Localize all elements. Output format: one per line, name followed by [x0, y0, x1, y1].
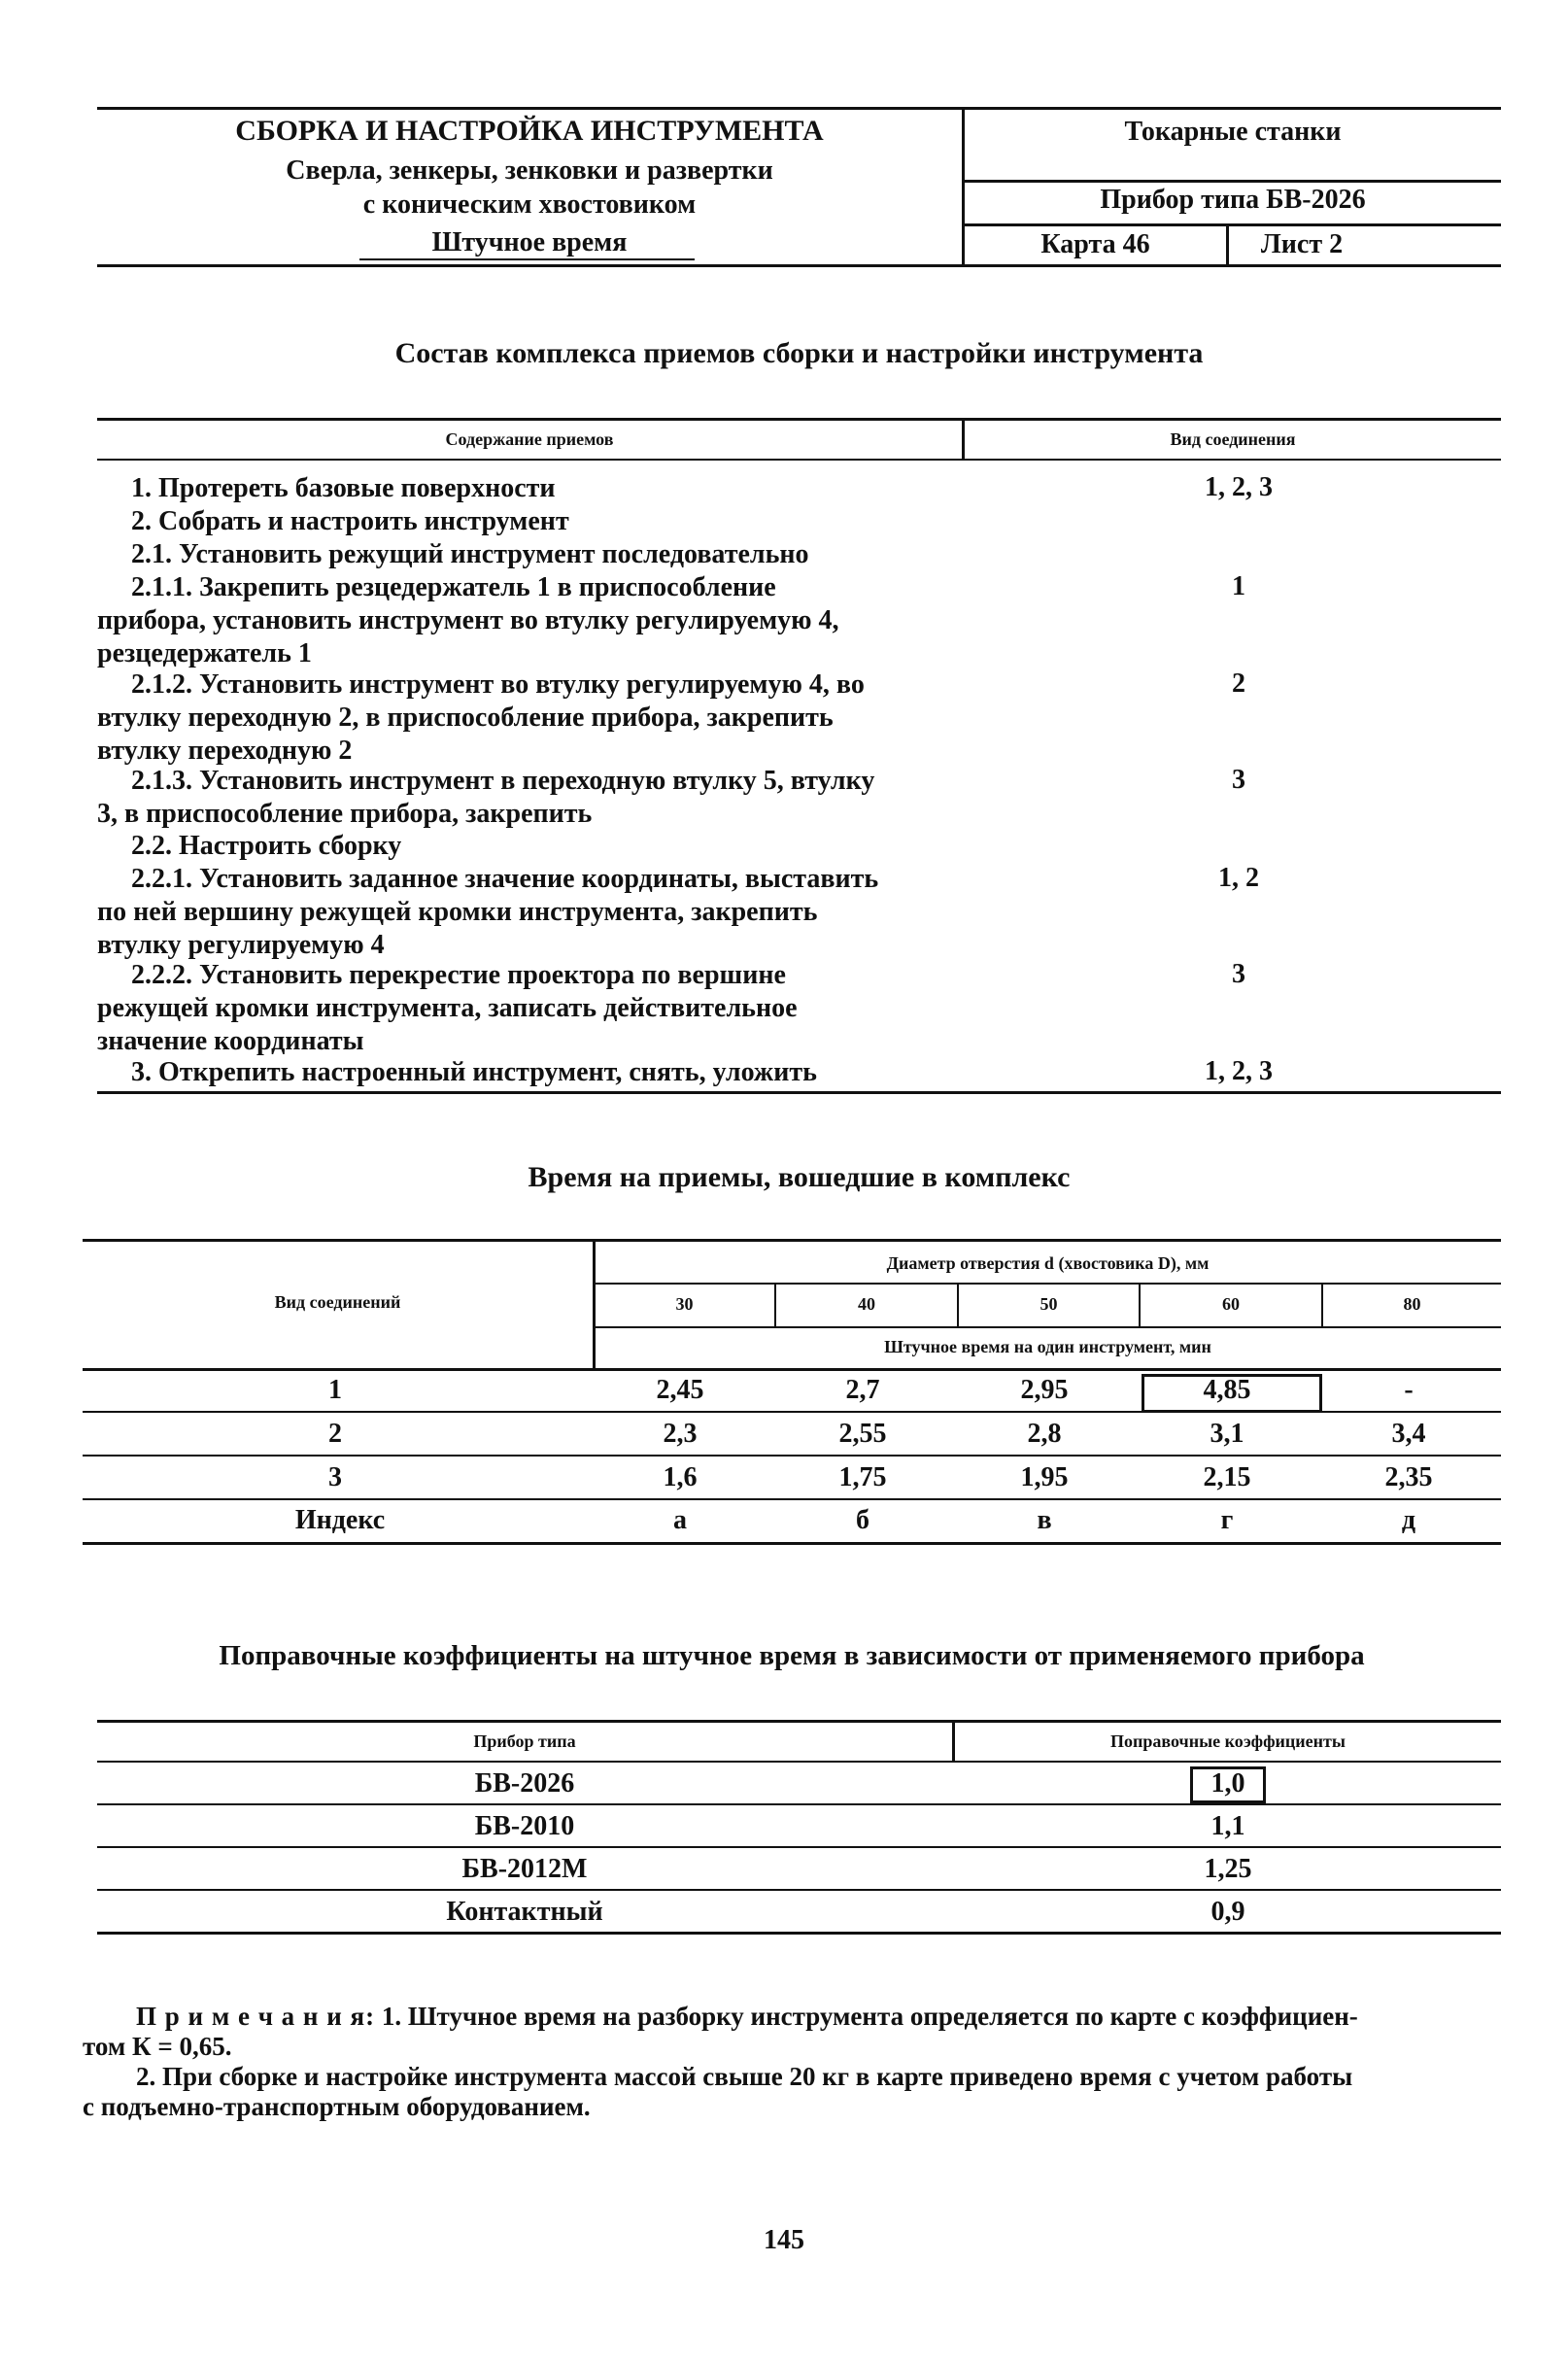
col-device-header: Прибор типа [473, 1731, 576, 1751]
step-2-1-3-value: 3 [1232, 765, 1245, 795]
notes-block [83, 2002, 1501, 2122]
row-2-d60: 3,1 [1210, 1419, 1244, 1449]
note-1-cont: том К = 0,65. [83, 2032, 232, 2061]
step-2: 2. Собрать и настроить инструмент [131, 506, 569, 536]
section-times-title: Время на приемы, вошедшие в комплекс [528, 1161, 1071, 1193]
note-2: 2. При сборке и настройке инструмента массой свыше 20 кг в карте приведено время с учетом работы [136, 2062, 1353, 2091]
step-2-1-2: 2.1.2. Установить инструмент во втулку регулируемую 4, во втулку переходную 2, в приспособление прибора, закрепить втулку переходную 2 [97, 669, 865, 766]
coef-bv2010: 1,1 [1210, 1811, 1245, 1841]
col-type-header: Вид соединений [274, 1292, 401, 1312]
row-1-d50: 2,95 [1020, 1375, 1069, 1405]
index-d50: в [1037, 1505, 1052, 1535]
step-2-2-1: 2.2.1. Установить заданное значение координаты, выставить по ней вершину режущей кромки инструмента, закрепить втулку регулируемую 4 [97, 864, 879, 960]
device-bv2012m: БВ-2012М [461, 1854, 588, 1884]
document-subtitle-line2: с коническим хвостовиком [362, 189, 697, 220]
time-header: Штучное время на один инструмент, мин [884, 1337, 1211, 1356]
col-content-header: Содержание приемов [445, 429, 614, 449]
row-1-d30: 2,45 [656, 1375, 704, 1405]
index-d40: б [856, 1505, 869, 1535]
row-3-d30: 1,6 [663, 1462, 698, 1492]
row-3-d40: 1,75 [838, 1462, 887, 1492]
col-coef-header: Поправочные коэффициенты [1110, 1731, 1346, 1751]
card-number: Карта 46 [1040, 229, 1150, 259]
row-1-d60: 4,85 [1203, 1375, 1251, 1405]
note-2-cont: с подъемно-транспортным оборудованием. [83, 2092, 591, 2121]
document-title: СБОРКА И НАСТРОЙКА ИНСТРУМЕНТА [235, 115, 824, 147]
row-2-d50: 2,8 [1027, 1419, 1062, 1449]
sheet-number: Лист 2 [1260, 229, 1344, 259]
time-label: Штучное время [431, 227, 628, 257]
step-2-1-3: 2.1.3. Установить инструмент в переходную втулку 5, втулку 3, в приспособление прибора, закрепить [97, 766, 875, 829]
row-1-label: 1 [328, 1375, 342, 1405]
diameter-60: 60 [1222, 1294, 1240, 1314]
device-type: Прибор типа БВ-2026 [1100, 185, 1366, 215]
index-d60: г [1220, 1505, 1234, 1535]
device-contact: Контактный [446, 1897, 603, 1927]
index-d30: а [673, 1505, 687, 1535]
step-2-1-1: 2.1.1. Закрепить резцедержатель 1 в приспособление прибора, установить инструмент во втулку регулируемую 4, резцедержатель 1 [97, 572, 839, 668]
step-2-2-2-value: 3 [1232, 959, 1245, 989]
row-2-d80: 3,4 [1391, 1419, 1426, 1449]
section-coefficients-title: Поправочные коэффициенты на штучное время в зависимости от применяемого прибора [219, 1640, 1365, 1671]
diameter-header: Диаметр отверстия d (хвостовика D), мм [886, 1253, 1210, 1273]
note-1: 1. Штучное время на разборку инструмента определяется по карте с коэффициен- [375, 2002, 1358, 2031]
document-subtitle-line1: Сверла, зенкеры, зенковки и развертки [286, 155, 773, 186]
diameter-30: 30 [675, 1294, 694, 1314]
row-2-d30: 2,3 [663, 1419, 698, 1449]
notes-label: П р и м е ч а н и я: [136, 2002, 376, 2031]
step-2-2: 2.2. Настроить сборку [131, 831, 402, 861]
row-1-d40: 2,7 [845, 1375, 880, 1405]
diameter-40: 40 [858, 1294, 875, 1314]
row-3-d60: 2,15 [1203, 1462, 1251, 1492]
row-3-d80: 2,35 [1384, 1462, 1433, 1492]
step-2-1-2-value: 2 [1232, 668, 1245, 699]
step-1-value: 1, 2, 3 [1205, 472, 1273, 502]
step-2-2-2: 2.2.2. Установить перекрестие проектора по вершине режущей кромки инструмента, записать действительное значение координаты [97, 960, 798, 1056]
page-number: 145 [764, 2225, 804, 2255]
section-operations-title: Состав комплекса приемов сборки и настройки инструмента [394, 337, 1204, 369]
coef-bv2026: 1,0 [1210, 1768, 1245, 1799]
machine-type: Токарные станки [1124, 117, 1342, 147]
device-bv2010: БВ-2010 [474, 1811, 575, 1841]
step-1: 1. Протереть базовые поверхности [131, 473, 556, 503]
index-label: Индекс [294, 1505, 386, 1535]
step-3-value: 1, 2, 3 [1205, 1056, 1273, 1086]
step-2-1-1-value: 1 [1232, 571, 1245, 601]
index-d80: д [1401, 1505, 1416, 1535]
col-type-header: Вид соединения [1170, 429, 1296, 449]
diameter-80: 80 [1403, 1294, 1421, 1314]
diameter-50: 50 [1040, 1294, 1058, 1314]
step-2-1: 2.1. Установить режущий инструмент последовательно [131, 539, 809, 569]
step-2-2-1-value: 1, 2 [1218, 863, 1259, 893]
coef-contact: 0,9 [1210, 1897, 1245, 1927]
coef-bv2012m: 1,25 [1204, 1854, 1252, 1884]
device-bv2026: БВ-2026 [474, 1768, 575, 1799]
row-1-d80: - [1404, 1375, 1414, 1405]
row-3-label: 3 [328, 1462, 342, 1492]
row-2-label: 2 [328, 1419, 342, 1449]
row-3-d50: 1,95 [1020, 1462, 1069, 1492]
row-2-d40: 2,55 [838, 1419, 887, 1449]
step-3: 3. Открепить настроенный инструмент, снять, уложить [131, 1057, 817, 1087]
